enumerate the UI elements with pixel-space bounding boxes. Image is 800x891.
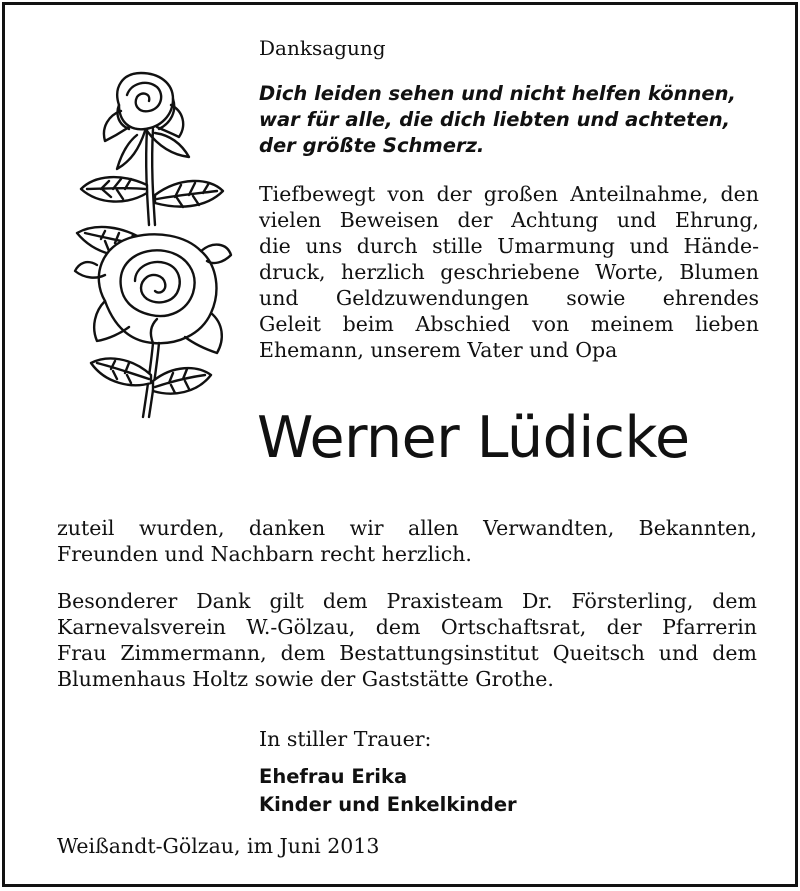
mourning-label: In stiller Trauer: xyxy=(259,727,432,751)
closing-line: Freunden und Nachbarn recht herzlich. xyxy=(57,542,472,566)
intro-line: Tiefbewegt von der großen Anteilnahme, den xyxy=(259,182,759,206)
place-date: Weißandt-Gölzau, im Juni 2013 xyxy=(57,834,380,858)
deceased-name: Werner Lüdicke xyxy=(257,405,690,471)
thanks-line: Karnevalsverein W.-Gölzau, dem Ortschaftsrat, der Pfarrerin xyxy=(57,615,757,639)
signers-block xyxy=(259,763,517,819)
quote-line: war für alle, die dich liebten und achteten, xyxy=(259,108,731,131)
intro-line: die uns durch stille Umarmung und Hände- xyxy=(259,234,759,258)
intro-line: vielen Beweisen der Achtung und Ehrung, xyxy=(259,208,759,232)
closing-line: zuteil wurden, danken wir allen Verwandten, Bekannten, xyxy=(57,516,757,540)
thanks-line: Besonderer Dank gilt dem Praxisteam Dr. Försterling, dem xyxy=(57,589,757,613)
quote-line: Dich leiden sehen und nicht helfen können, xyxy=(259,82,736,105)
thanks-line: Blumenhaus Holtz sowie der Gaststätte Grothe. xyxy=(57,667,554,691)
special-thanks-paragraph xyxy=(57,588,757,692)
thanks-line: Frau Zimmermann, dem Bestattungsinstitut Queitsch und dem xyxy=(57,641,757,665)
quote-line: der größte Schmerz. xyxy=(259,134,485,157)
closing-paragraph xyxy=(57,515,757,567)
signer: Kinder und Enkelkinder xyxy=(259,793,517,816)
intro-paragraph xyxy=(259,181,759,363)
intro-line: und Geldzuwendungen sowie ehrendes xyxy=(259,286,759,310)
intro-line: druck, herzlich geschriebene Worte, Blumen xyxy=(259,260,759,284)
rose-icon xyxy=(61,65,233,425)
intro-line: Ehemann, unserem Vater und Opa xyxy=(259,338,618,362)
memorial-quote xyxy=(259,81,759,159)
signer: Ehefrau Erika xyxy=(259,765,408,788)
intro-line: Geleit beim Abschied von meinem lieben xyxy=(259,312,759,336)
obituary-notice xyxy=(2,2,798,887)
heading-danksagung: Danksagung xyxy=(259,36,386,60)
